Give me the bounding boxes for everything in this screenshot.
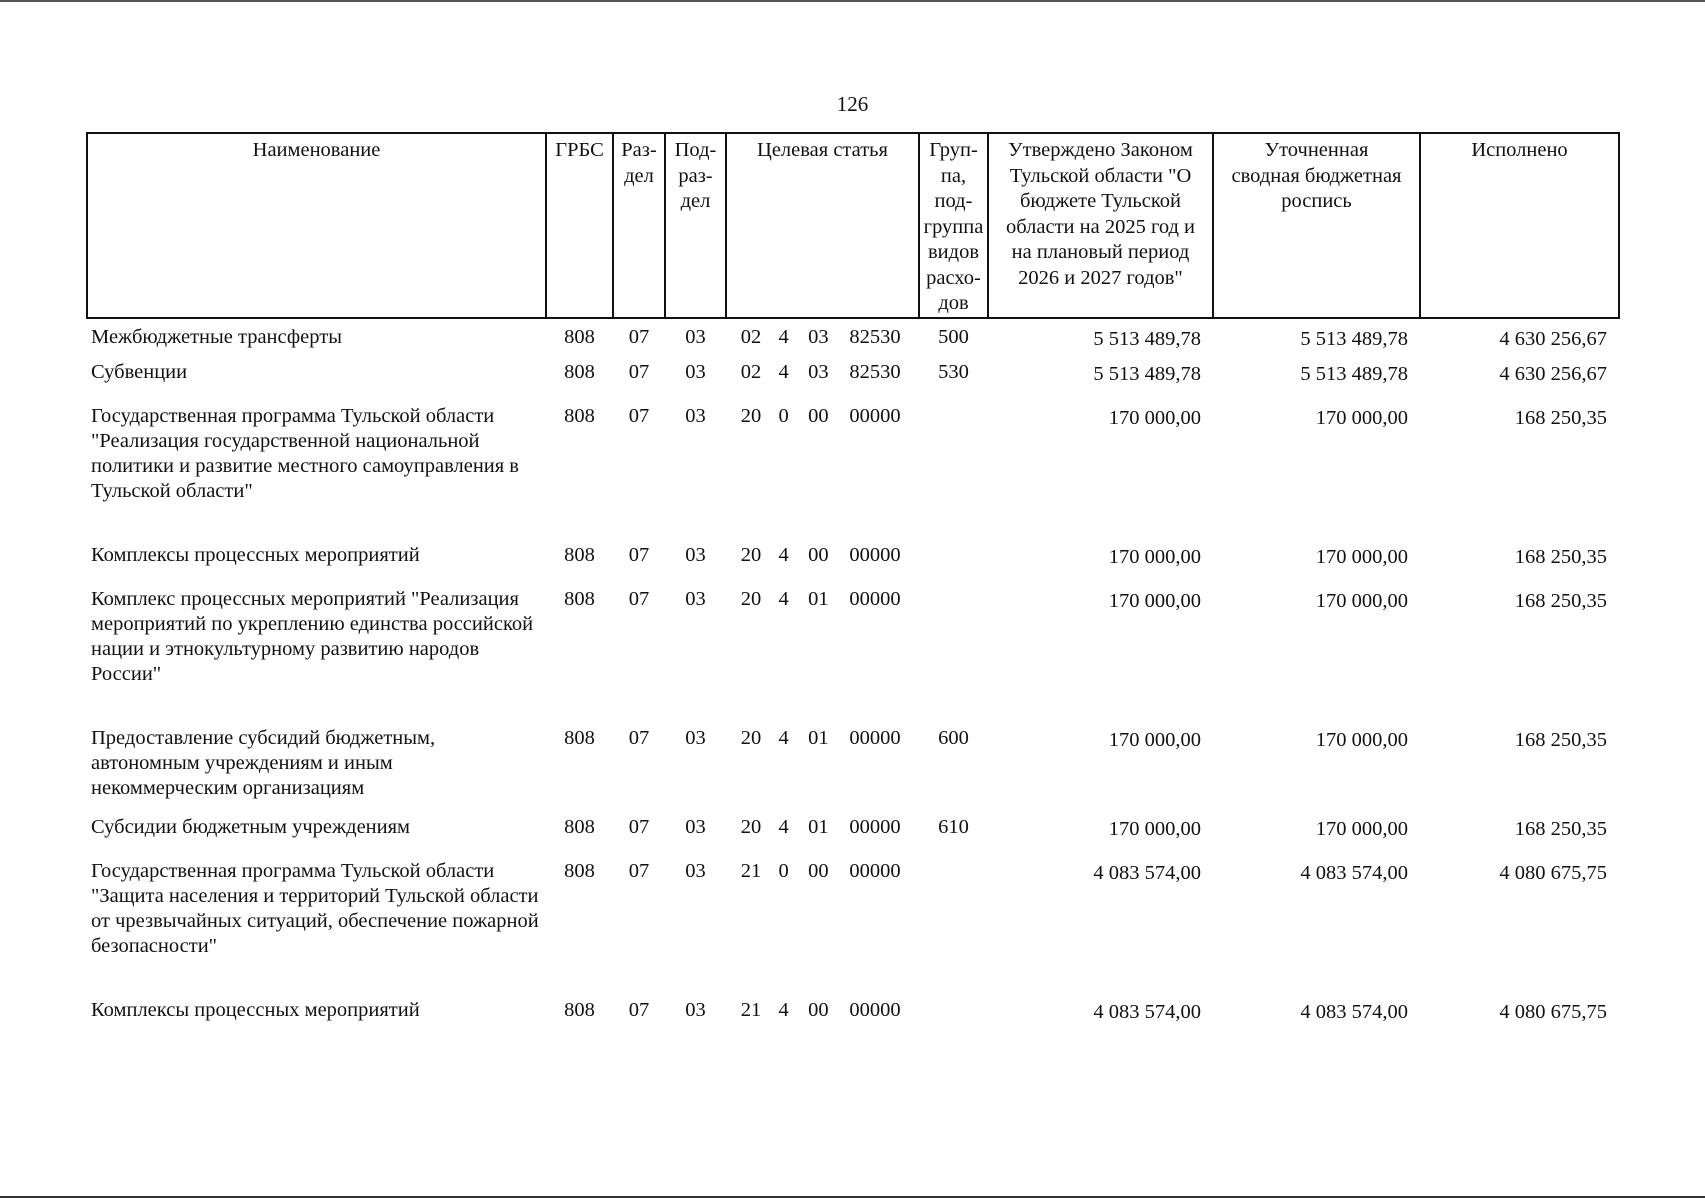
- target-complex: 01: [808, 587, 829, 610]
- target-program: 20: [740, 587, 762, 610]
- row-refined: [1213, 998, 1420, 1042]
- row-section: 07: [628, 998, 650, 1021]
- row-section: 07: [628, 859, 650, 882]
- row-refined-value: 170 000,00: [1315, 728, 1408, 751]
- row-refined: [1213, 726, 1420, 815]
- header-expense-group-text: Груп- па, под- группа видов расхо- дов: [923, 139, 984, 314]
- row-expense-group: [919, 998, 988, 1042]
- row-approved-value: 170 000,00: [1108, 589, 1201, 612]
- row-name: Государственная программа Тульской области "Реализация государственной национальной политики и развитие местного самоуправления в Тульской области": [91, 404, 519, 502]
- row-name: Межбюджетные трансферты: [91, 325, 342, 348]
- row-executed-value: 168 250,35: [1514, 728, 1607, 751]
- target-direction: 82530: [849, 360, 901, 383]
- header-name: [87, 133, 546, 318]
- header-section: [613, 133, 665, 318]
- row-expense-group: 530: [938, 360, 969, 383]
- target-complex: 01: [808, 815, 829, 838]
- header-approved: [988, 133, 1213, 318]
- row-refined-value: 170 000,00: [1315, 589, 1408, 612]
- row-executed: [1420, 587, 1619, 726]
- row-name: Предоставление субсидий бюджетным, автономным учреждениям и иным некоммерческим организациям: [91, 726, 436, 799]
- row-approved-value: 170 000,00: [1108, 545, 1201, 568]
- row-grbs: 808: [564, 726, 595, 749]
- row-approved-value: 170 000,00: [1108, 406, 1201, 429]
- header-target-article: [726, 133, 919, 318]
- header-expense-group: [919, 133, 988, 318]
- row-approved: [988, 318, 1213, 360]
- row-section: 07: [628, 726, 650, 749]
- target-program: 20: [740, 726, 762, 749]
- target-program: 21: [740, 998, 762, 1021]
- row-approved-value: 170 000,00: [1108, 817, 1201, 840]
- row-executed: [1420, 404, 1619, 543]
- top-page-edge: [0, 0, 1705, 2]
- row-target-article: [726, 726, 919, 815]
- row-approved: [988, 859, 1213, 998]
- row-refined-value: 5 513 489,78: [1300, 362, 1408, 385]
- row-subsection: 03: [685, 859, 706, 882]
- row-executed-value: 168 250,35: [1514, 589, 1607, 612]
- row-executed: [1420, 998, 1619, 1042]
- header-grbs-text: ГРБС: [555, 139, 604, 161]
- row-expense-group: 600: [938, 726, 969, 749]
- header-grbs: [546, 133, 613, 318]
- row-refined: [1213, 543, 1420, 587]
- row-subsection: 03: [685, 404, 706, 427]
- target-direction: 00000: [849, 543, 901, 566]
- target-direction: 00000: [849, 998, 901, 1021]
- row-executed: [1420, 360, 1619, 404]
- row-target-article: [726, 998, 919, 1042]
- row-name: Государственная программа Тульской области "Защита населения и территорий Тульской области от чрезвычайных ситуаций, обеспечение пожарной безопасности": [91, 859, 539, 957]
- row-approved-value: 5 513 489,78: [1093, 362, 1201, 385]
- target-type: 4: [778, 325, 789, 348]
- bottom-page-edge: [0, 1196, 1705, 1198]
- row-refined: [1213, 404, 1420, 543]
- target-complex: 00: [808, 859, 829, 882]
- table-row: [87, 318, 1619, 360]
- target-program: 20: [740, 404, 762, 427]
- target-program: 02: [740, 325, 762, 348]
- target-program: 20: [740, 543, 762, 566]
- row-executed-value: 168 250,35: [1514, 817, 1607, 840]
- target-direction: 82530: [849, 325, 901, 348]
- row-approved: [988, 726, 1213, 815]
- header-name-text: Наименование: [252, 139, 381, 161]
- row-executed-value: 4 630 256,67: [1499, 327, 1607, 350]
- table-row: [87, 404, 1619, 543]
- row-target-article: [726, 543, 919, 587]
- row-approved-value: 5 513 489,78: [1093, 327, 1201, 350]
- row-expense-group: [919, 587, 988, 726]
- row-name: Комплексы процессных мероприятий: [91, 998, 420, 1021]
- row-executed: [1420, 318, 1619, 360]
- target-direction: 00000: [849, 587, 901, 610]
- row-grbs: 808: [564, 998, 595, 1021]
- row-name: Субсидии бюджетным учреждениям: [91, 815, 411, 838]
- table-row: [87, 998, 1619, 1042]
- target-complex: 00: [808, 543, 829, 566]
- row-executed-value: 4 080 675,75: [1499, 861, 1607, 884]
- row-expense-group: [919, 543, 988, 587]
- row-name: Комплексы процессных мероприятий: [91, 543, 420, 566]
- header-executed: [1420, 133, 1619, 318]
- row-grbs: 808: [564, 587, 595, 610]
- row-section: 07: [628, 815, 650, 838]
- row-executed: [1420, 543, 1619, 587]
- row-expense-group: [919, 859, 988, 998]
- table-row: [87, 726, 1619, 815]
- target-type: 0: [778, 404, 789, 427]
- header-section-text: Раз- дел: [621, 139, 657, 187]
- row-executed-value: 168 250,35: [1514, 545, 1607, 568]
- row-expense-group: 500: [938, 325, 969, 348]
- row-subsection: 03: [685, 543, 706, 566]
- row-subsection: 03: [685, 726, 706, 749]
- row-approved-value: 4 083 574,00: [1093, 861, 1201, 884]
- row-approved: [988, 587, 1213, 726]
- row-refined-value: 170 000,00: [1315, 817, 1408, 840]
- row-name: Комплекс процессных мероприятий "Реализация мероприятий по укреплению единства российской нации и этнокультурному развитию народов России": [91, 587, 534, 685]
- table-header-row: [87, 133, 1619, 318]
- budget-table: [86, 132, 1620, 1042]
- target-type: 4: [778, 587, 789, 610]
- target-complex: 00: [808, 404, 829, 427]
- row-grbs: 808: [564, 815, 595, 838]
- row-grbs: 808: [564, 404, 595, 427]
- target-type: 4: [778, 726, 789, 749]
- page-number: 126: [836, 92, 869, 116]
- row-grbs: 808: [564, 360, 595, 383]
- target-type: 4: [778, 998, 789, 1021]
- row-target-article: [726, 587, 919, 726]
- table-row: [87, 587, 1619, 726]
- row-section: 07: [628, 325, 650, 348]
- row-refined-value: 170 000,00: [1315, 406, 1408, 429]
- row-grbs: 808: [564, 543, 595, 566]
- target-complex: 03: [808, 360, 829, 383]
- row-subsection: 03: [685, 815, 706, 838]
- table-row: [87, 815, 1619, 859]
- header-subsection-text: Под- раз- дел: [674, 139, 717, 212]
- row-approved: [988, 815, 1213, 859]
- header-subsection: [665, 133, 726, 318]
- row-refined-value: 170 000,00: [1315, 545, 1408, 568]
- row-refined: [1213, 587, 1420, 726]
- row-subsection: 03: [685, 998, 706, 1021]
- target-complex: 00: [808, 998, 829, 1021]
- row-refined: [1213, 815, 1420, 859]
- row-expense-group: [919, 404, 988, 543]
- row-executed: [1420, 815, 1619, 859]
- table-row: [87, 360, 1619, 404]
- row-refined-value: 5 513 489,78: [1300, 327, 1408, 350]
- target-type: 4: [778, 543, 789, 566]
- row-approved: [988, 404, 1213, 543]
- row-approved: [988, 998, 1213, 1042]
- header-executed-text: Исполнено: [1471, 139, 1568, 161]
- row-approved: [988, 360, 1213, 404]
- target-type: 4: [778, 815, 789, 838]
- row-executed-value: 4 630 256,67: [1499, 362, 1607, 385]
- row-grbs: 808: [564, 859, 595, 882]
- row-section: 07: [628, 587, 650, 610]
- row-section: 07: [628, 404, 650, 427]
- row-target-article: [726, 318, 919, 360]
- target-direction: 00000: [849, 815, 901, 838]
- header-target-article-text: Целевая статья: [757, 139, 888, 161]
- row-executed-value: 4 080 675,75: [1499, 1000, 1607, 1023]
- row-target-article: [726, 815, 919, 859]
- header-refined: [1213, 133, 1420, 318]
- row-refined: [1213, 360, 1420, 404]
- row-refined: [1213, 318, 1420, 360]
- row-refined: [1213, 859, 1420, 998]
- target-program: 20: [740, 815, 762, 838]
- row-executed-value: 168 250,35: [1514, 406, 1607, 429]
- target-program: 02: [740, 360, 762, 383]
- row-executed: [1420, 726, 1619, 815]
- row-subsection: 03: [685, 587, 706, 610]
- target-direction: 00000: [849, 726, 901, 749]
- row-section: 07: [628, 360, 650, 383]
- row-approved-value: 4 083 574,00: [1093, 1000, 1201, 1023]
- row-refined-value: 4 083 574,00: [1300, 1000, 1408, 1023]
- row-subsection: 03: [685, 360, 706, 383]
- header-approved-text: Утверждено Законом Тульской области "О бюджете Тульской области на 2025 год и на плановый период 2026 и 2027 годов": [1005, 139, 1196, 289]
- row-refined-value: 4 083 574,00: [1300, 861, 1408, 884]
- target-complex: 01: [808, 726, 829, 749]
- target-direction: 00000: [849, 859, 901, 882]
- row-approved-value: 170 000,00: [1108, 728, 1201, 751]
- target-program: 21: [740, 859, 762, 882]
- header-refined-text: Уточненная сводная бюджетная роспись: [1231, 139, 1402, 212]
- target-complex: 03: [808, 325, 829, 348]
- row-executed: [1420, 859, 1619, 998]
- row-expense-group: 610: [938, 815, 969, 838]
- table-row: [87, 859, 1619, 998]
- target-direction: 00000: [849, 404, 901, 427]
- table-row: [87, 543, 1619, 587]
- row-target-article: [726, 404, 919, 543]
- row-section: 07: [628, 543, 650, 566]
- row-approved: [988, 543, 1213, 587]
- row-name: Субвенции: [91, 360, 188, 383]
- target-type: 0: [778, 859, 789, 882]
- row-target-article: [726, 859, 919, 998]
- row-subsection: 03: [685, 325, 706, 348]
- row-grbs: 808: [564, 325, 595, 348]
- row-target-article: [726, 360, 919, 404]
- target-type: 4: [778, 360, 789, 383]
